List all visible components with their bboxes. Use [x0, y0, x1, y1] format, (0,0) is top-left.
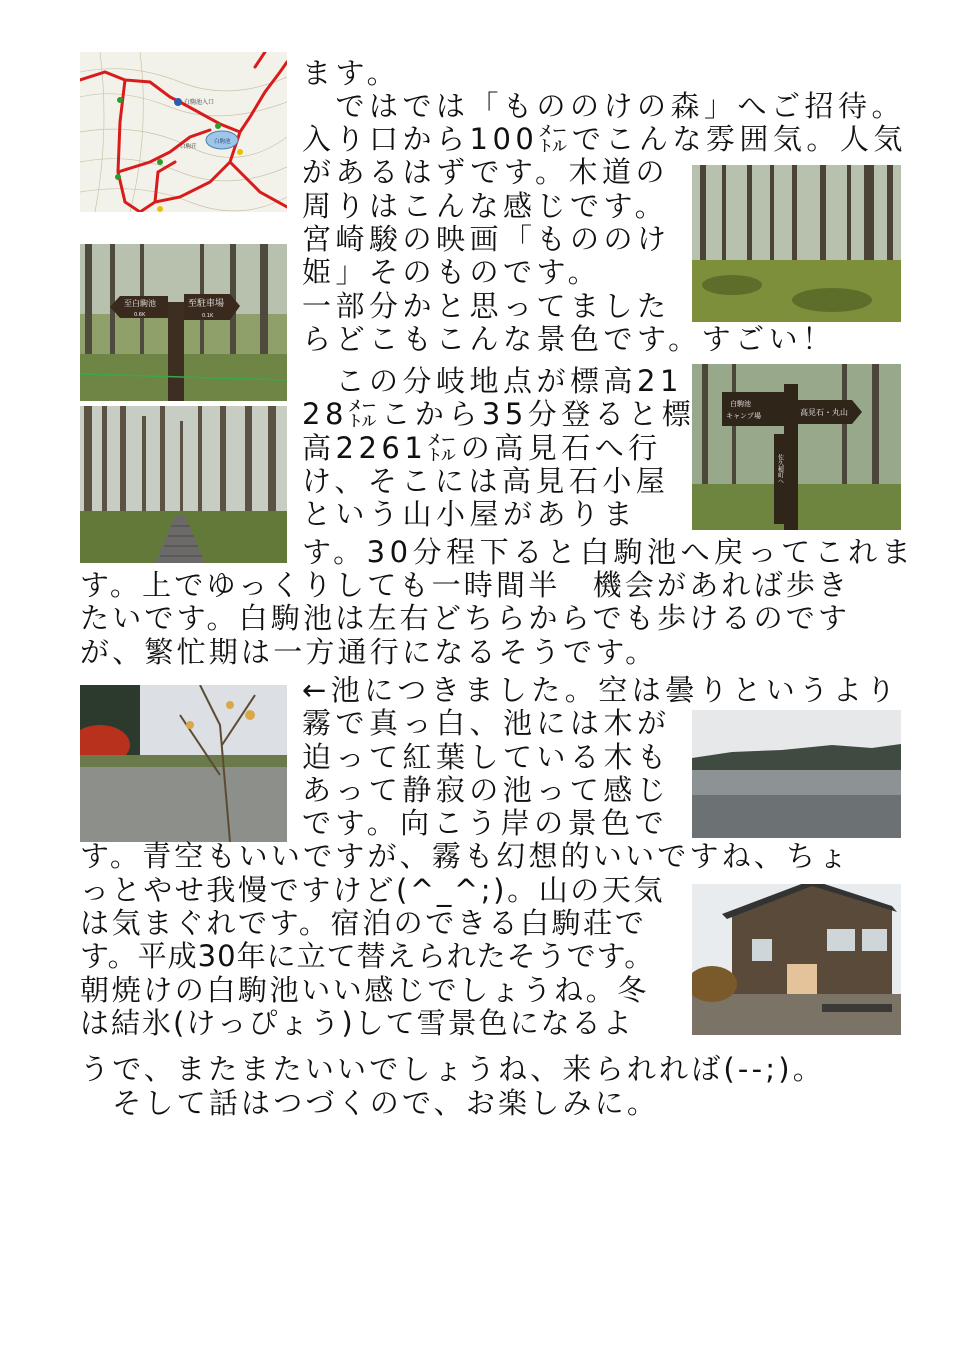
body-line-3: 入り口から100㍍でこんな雰囲気。人気 [302, 122, 907, 156]
body-line-18: が、繁忙期は一方通行になるそうです。 [80, 635, 658, 669]
body-line-2: ではでは「もののけの森」へご招待。 [302, 89, 906, 123]
body-line-9: らどこもこんな景色です。すごい！ [302, 322, 836, 356]
body-line-21: 迫って紅葉している木も [302, 740, 671, 774]
body-line-7: 姫」そのものです。 [302, 255, 602, 289]
body-line-5: 周りはこんな感じです。 [302, 189, 669, 223]
body-line-4: があるはずです。木道の [302, 155, 670, 189]
body-line-29: は結氷(けっぴょう)して雪景色になるよ [80, 1006, 634, 1040]
body-line-28: 朝焼けの白駒池いい感じでしょうね。冬 [80, 973, 649, 1007]
body-line-23: です。向こう岸の景色で [302, 806, 669, 840]
body-line-13: け、そこには高見石小屋 [302, 464, 670, 498]
junction-sign-photo [692, 364, 901, 530]
sign1-right-label: 至駐車場 [188, 299, 225, 309]
body-line-11: 28㍍こから35分登ると標 [302, 397, 696, 431]
misty-pond-photo [692, 710, 901, 838]
sign2-bottom-label: 佐久穂町へ [776, 454, 784, 484]
body-line-31: そして話はつづくので、お楽しみに。 [80, 1086, 660, 1120]
trail-sign-photo [80, 244, 287, 401]
sign2-right-label: 高見石・丸山 [800, 408, 848, 417]
boardwalk-photo [80, 406, 287, 563]
body-line-30: うで、またまたいいでしょうね、来られれば(--;)。 [80, 1052, 825, 1086]
sign2-top-label: 白駒池 [730, 400, 751, 408]
trail-map [80, 52, 287, 212]
body-line-26: は気まぐれです。宿泊のできる白駒荘で [80, 906, 647, 940]
body-line-15: す。30分程下ると白駒池へ戻ってこれま [302, 535, 916, 569]
body-line-14: という山小屋がありま [302, 497, 638, 531]
body-line-24: す。青空もいいですが、霧も幻想的いいですね、ちょ [80, 839, 851, 873]
body-line-20: 霧で真っ白、池には木が [302, 706, 671, 740]
lodge-photo [692, 884, 901, 1035]
body-line-27: す。平成30年に立て替えられたそうです。 [80, 939, 655, 973]
map-entrance-label: 白駒池入口 [184, 99, 215, 106]
body-line-25: っとやせ我慢ですけど(^_^;)。山の天気 [80, 873, 666, 907]
sign1-right-distance: 0.1K [202, 313, 214, 319]
body-line-22: あって静寂の池って感じ [302, 773, 671, 807]
body-line-16: す。上でゆっくりしても一時間半 機会があれば歩き [80, 568, 851, 602]
map-pond-label: 白駒池 [214, 139, 231, 145]
sign1-left-label: 至白駒池 [124, 299, 156, 308]
body-line-1: ます。 [302, 56, 401, 90]
body-line-10: この分岐地点が標高21 [302, 364, 683, 398]
body-line-6: 宮崎駿の映画「もののけ [302, 222, 671, 256]
map-lodge-label: 白駒荘 [180, 144, 197, 150]
body-line-8: 一部分かと思ってました [302, 289, 671, 323]
body-line-12: 高2261㍍の高見石へ行 [302, 431, 662, 465]
autumn-pond-photo [80, 685, 287, 842]
body-line-19: ←池につきました。空は曇りというより [302, 673, 900, 707]
sign1-left-distance: 0.6K [134, 312, 146, 318]
sign2-top-label2: キャンプ場 [726, 412, 761, 420]
forest-photo [692, 165, 901, 322]
body-line-17: たいです。白駒池は左右どちらからでも歩けるのです [80, 601, 851, 635]
